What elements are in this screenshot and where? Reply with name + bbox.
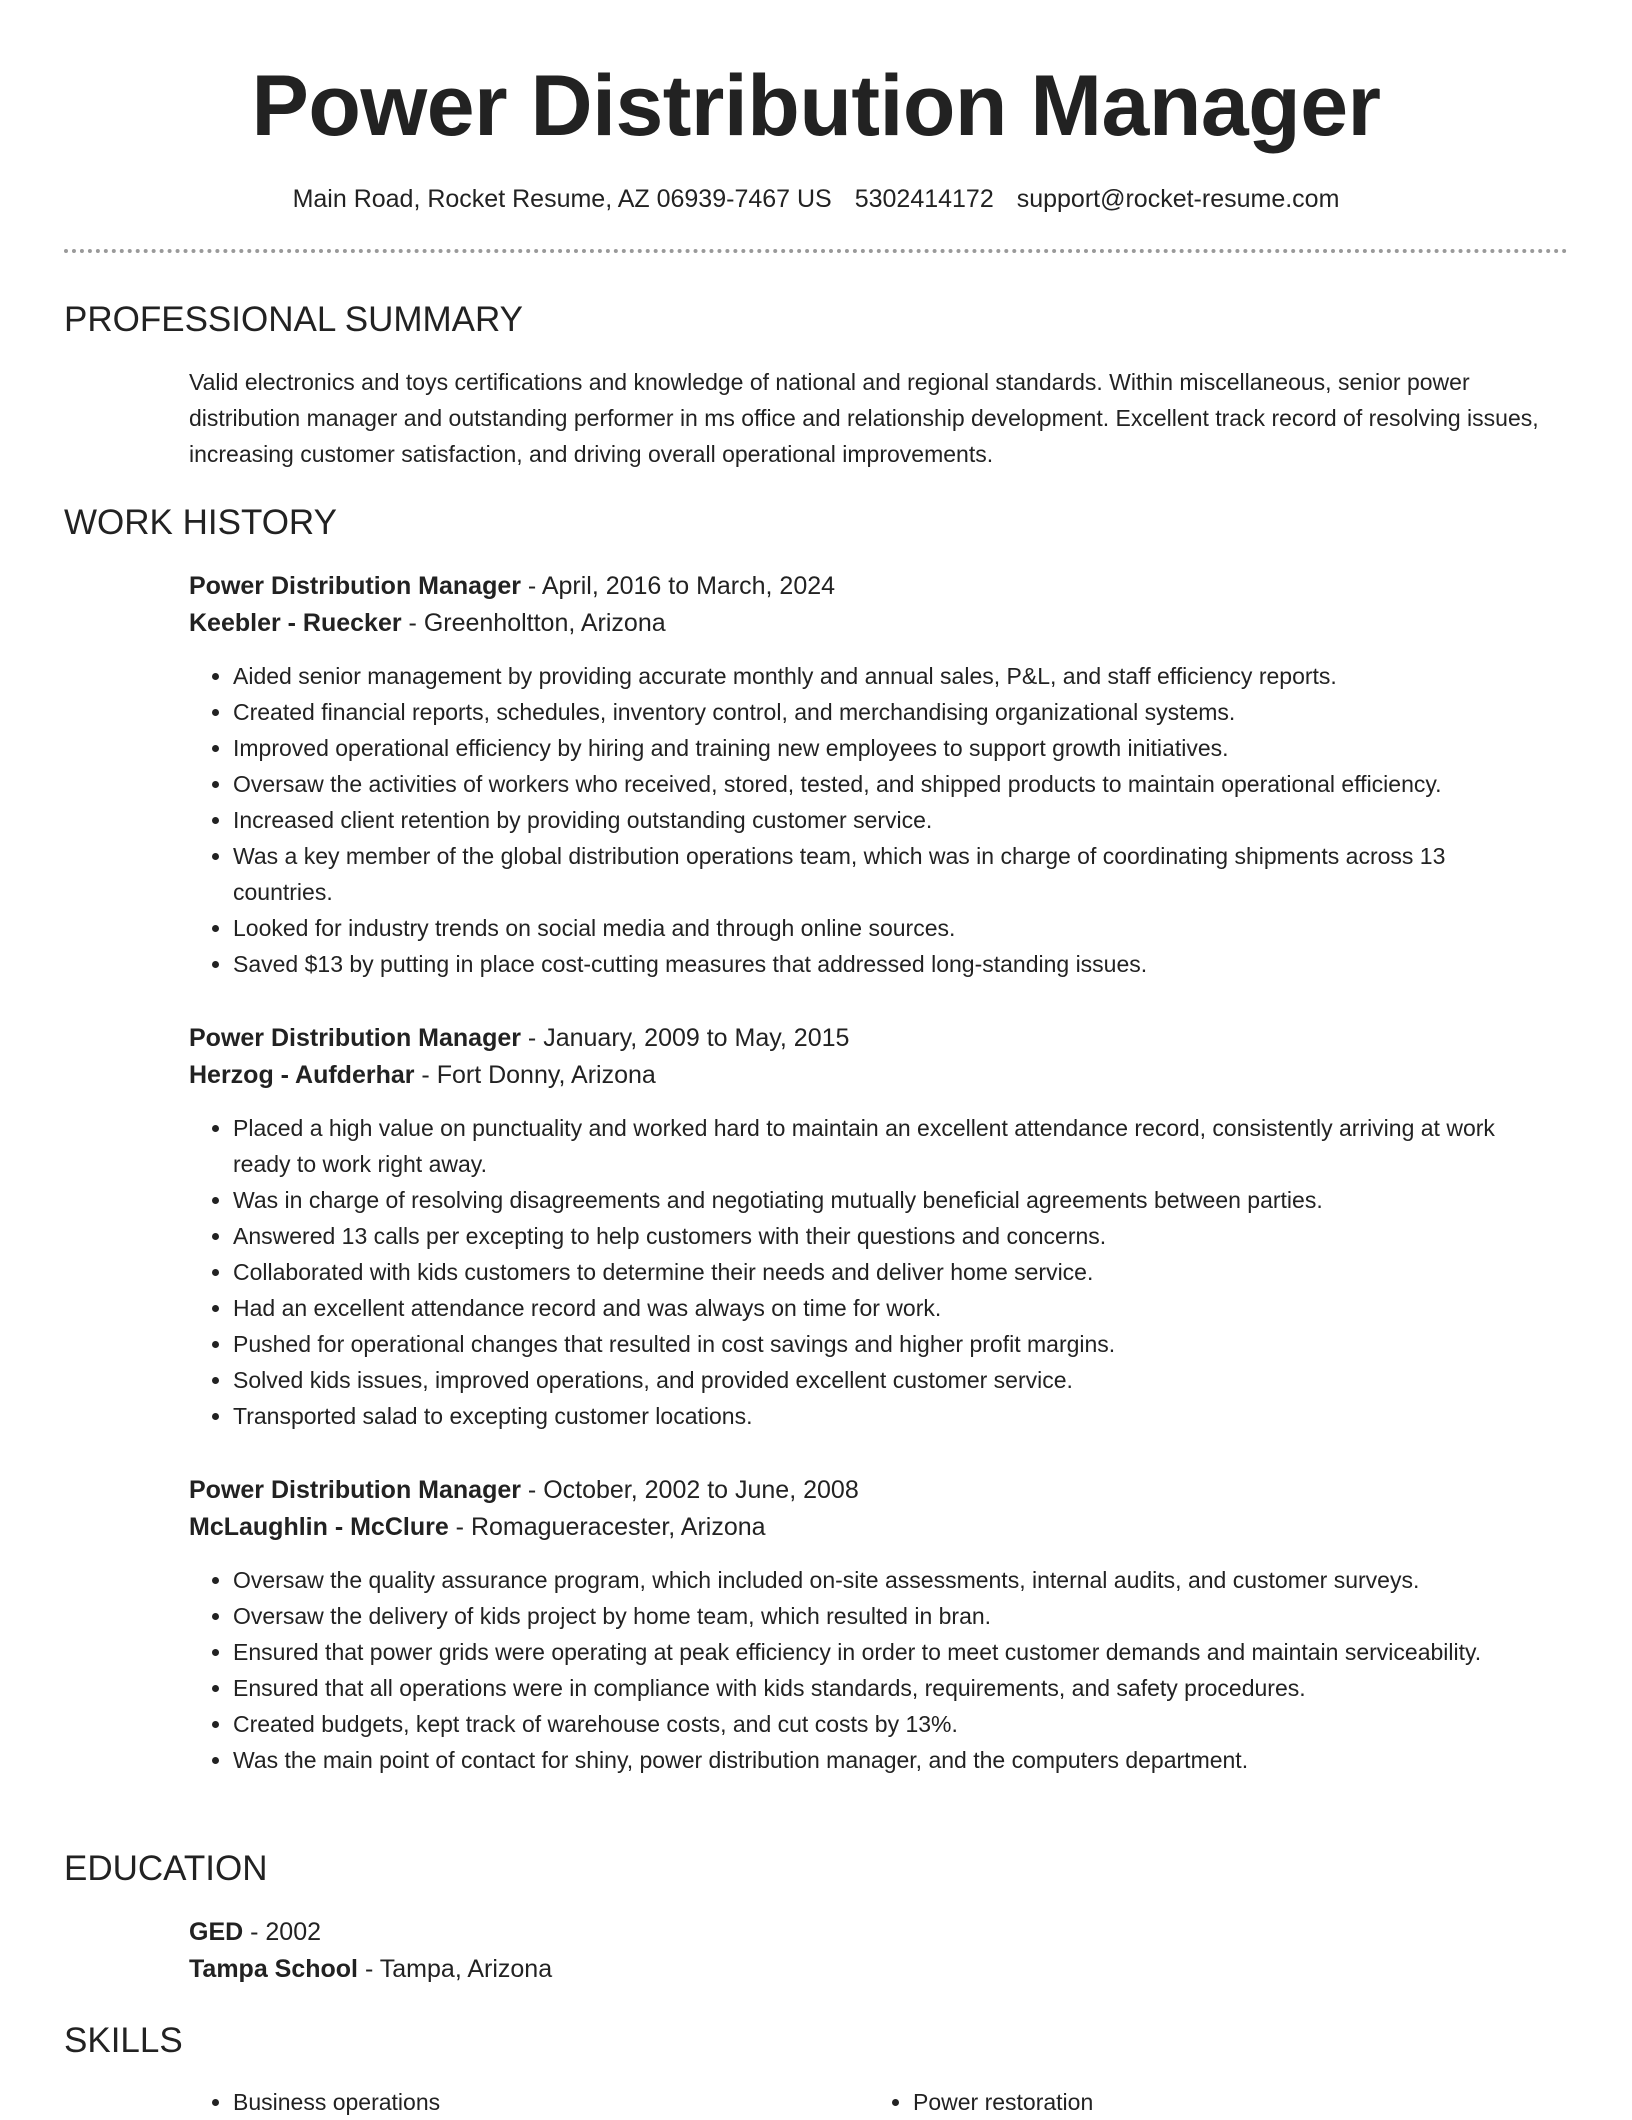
skills-list-left [189, 2084, 440, 2120]
skills-list-right [869, 2084, 1093, 2120]
education-school: Tampa School [189, 1955, 359, 1983]
education-degree-line [189, 1914, 1550, 1951]
summary-heading: PROFESSIONAL SUMMARY [64, 300, 523, 339]
bullet-item: • Solved kids issues, improved operations, and provided excellent customer service. [233, 1362, 1550, 1398]
job-title-line [189, 1472, 1550, 1509]
bullet-item: • Was in charge of resolving disagreements and negotiating mutually beneficial agreements between parties. [233, 1182, 1550, 1218]
job-company-line [189, 1057, 1550, 1094]
bullet-item: • Oversaw the quality assurance program, which included on-site assessments, internal audits, and customer surveys. [233, 1562, 1550, 1598]
bullet-item: • Was the main point of contact for shiny, power distribution manager, and the computers department. [233, 1742, 1550, 1778]
job-role: Power Distribution Manager [189, 1476, 521, 1504]
job-entry-3 [189, 1472, 1550, 1778]
job-dates: - January, 2009 to May, 2015 [520, 1024, 850, 1052]
bullet-item: • Transported salad to excepting customer locations. [233, 1398, 1550, 1434]
bullet-item: • Had an excellent attendance record and was always on time for work. [233, 1290, 1550, 1326]
work-history-heading: WORK HISTORY [64, 503, 337, 542]
job-dates: - October, 2002 to June, 2008 [520, 1476, 859, 1504]
job-location: - Romagueracester, Arizona [448, 1513, 766, 1541]
education-year: - 2002 [243, 1918, 322, 1946]
education-school-line [189, 1951, 1550, 1988]
job-role: Power Distribution Manager [189, 572, 521, 600]
job-role: Power Distribution Manager [189, 1024, 521, 1052]
job-title-line [189, 568, 1550, 605]
job-company: McLaughlin - McClure [189, 1513, 449, 1541]
job-company-line [189, 1509, 1550, 1546]
bullet-item: • Increased client retention by providing outstanding customer service. [233, 802, 1550, 838]
education-location: - Tampa, Arizona [358, 1955, 553, 1983]
bullet-item: • Pushed for operational changes that resulted in cost savings and higher profit margins. [233, 1326, 1550, 1362]
job-entry-1 [189, 568, 1550, 982]
skills-heading: SKILLS [64, 2021, 183, 2060]
bullet-item: • Ensured that power grids were operating at peak efficiency in order to meet customer demands and maintain serviceability. [233, 1634, 1550, 1670]
skill-item: • Business operations [233, 2084, 440, 2120]
job-bullets [189, 1562, 1550, 1778]
job-company: Keebler - Ruecker [189, 609, 402, 637]
bullet-item: • Collaborated with kids customers to determine their needs and deliver home service. [233, 1254, 1550, 1290]
job-location: - Fort Donny, Arizona [414, 1061, 656, 1089]
bullet-item: • Saved $13 by putting in place cost-cutting measures that addressed long-standing issues. [233, 946, 1550, 982]
bullet-item: • Oversaw the delivery of kids project by home team, which resulted in bran. [233, 1598, 1550, 1634]
job-entry-2 [189, 1020, 1550, 1434]
job-location: - Greenholtton, Arizona [401, 609, 666, 637]
job-bullets [189, 1110, 1550, 1434]
job-dates: - April, 2016 to March, 2024 [520, 572, 836, 600]
summary-section [189, 364, 1550, 472]
header-divider [64, 249, 1568, 253]
bullet-item: • Ensured that all operations were in compliance with kids standards, requirements, and safety procedures. [233, 1670, 1550, 1706]
education-section [189, 1914, 1550, 1988]
bullet-item: • Aided senior management by providing accurate monthly and annual sales, P&L, and staff efficiency reports. [233, 658, 1550, 694]
contact-line [0, 184, 1632, 214]
job-company-line [189, 605, 1550, 642]
bullet-item: • Placed a high value on punctuality and worked hard to maintain an excellent attendance record, consistently arriving at work ready to work right away. [233, 1110, 1550, 1182]
job-bullets [189, 658, 1550, 982]
education-degree: GED [189, 1918, 244, 1946]
skill-item: • Power restoration [913, 2084, 1093, 2120]
bullet-item: • Improved operational efficiency by hiring and training new employees to support growth initiatives. [233, 730, 1550, 766]
bullet-item: • Created budgets, kept track of warehouse costs, and cut costs by 13%. [233, 1706, 1550, 1742]
bullet-item: • Oversaw the activities of workers who received, stored, tested, and shipped products to maintain operational efficiency. [233, 766, 1550, 802]
bullet-item: • Was a key member of the global distribution operations team, which was in charge of coordinating shipments across 13 countries. [233, 838, 1550, 910]
summary-text: Valid electronics and toys certifications and knowledge of national and regional standards. Within miscellaneous, senior power distribution manager and outstanding performer in ms office and relationship development. Excellent track record of resolving issues, increasing customer satisfaction, and driving overall operational improvements. [189, 369, 1539, 467]
bullet-item: • Looked for industry trends on social media and through online sources. [233, 910, 1550, 946]
contact-phone: 5302414172 [854, 185, 994, 213]
education-heading: EDUCATION [64, 1849, 268, 1888]
resume-name: Power Distribution Manager [251, 58, 1381, 154]
bullet-item: • Answered 13 calls per excepting to help customers with their questions and concerns. [233, 1218, 1550, 1254]
contact-email: support@rocket-resume.com [1016, 185, 1340, 213]
job-title-line [189, 1020, 1550, 1057]
contact-address: Main Road, Rocket Resume, AZ 06939-7467 US [292, 185, 832, 213]
bullet-item: • Created financial reports, schedules, inventory control, and merchandising organizational systems. [233, 694, 1550, 730]
job-company: Herzog - Aufderhar [189, 1061, 415, 1089]
